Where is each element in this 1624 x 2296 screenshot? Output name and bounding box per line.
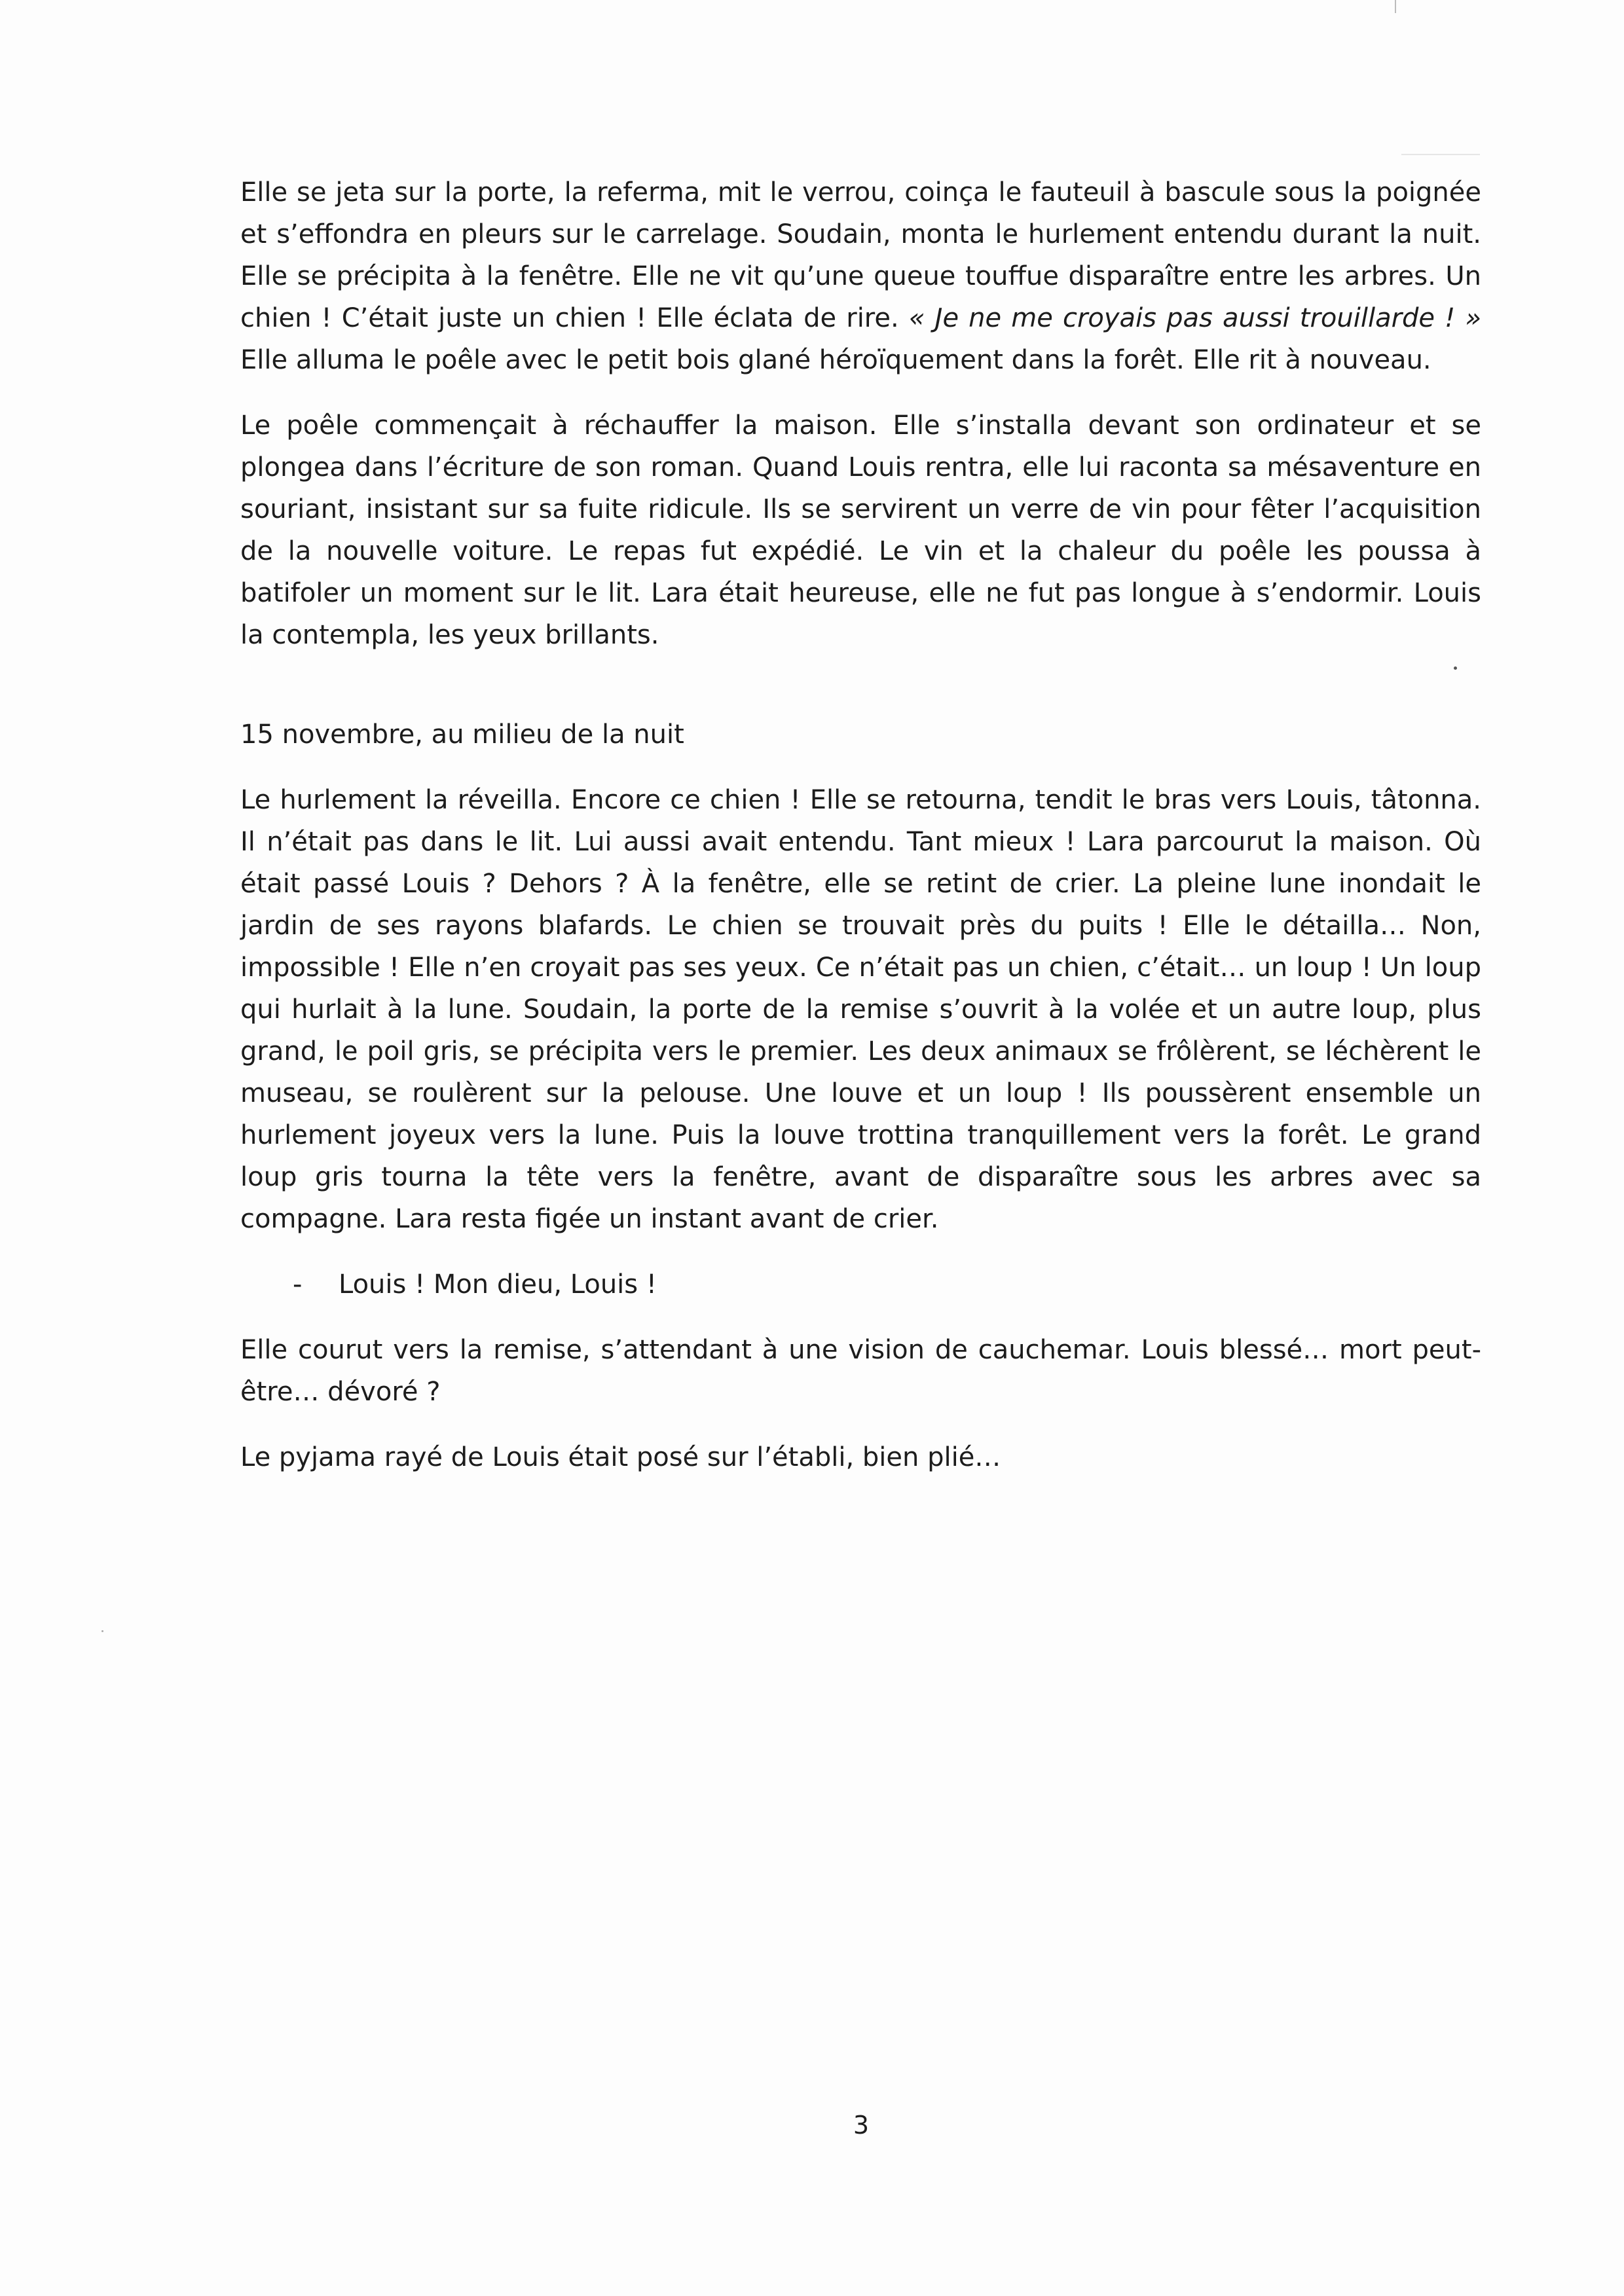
paragraph: Le pyjama rayé de Louis était posé sur l’établi, bien plié…: [240, 1442, 1001, 1472]
dialogue-line: [240, 1264, 1481, 1305]
section-heading: 15 novembre, au milieu de la nuit: [240, 720, 684, 750]
body-text: [240, 172, 1481, 1502]
scan-edge-mark-top: [1395, 0, 1396, 13]
page-number: 3: [853, 2111, 870, 2140]
paragraph: Le poêle commençait à réchauffer la maison. Elle s’installa devant son ordinateur et se plongea dans l’écriture de son roman. Quand Louis rentra, elle lui raconta sa mésaventure en souriant, insistant sur sa fuite ridicule. Ils se servirent un verre de vin pour fêter l’acquisition de la nouvelle voiture. Le repas fut expédié. Le vin et la chaleur du poêle les poussa à batifoler un moment sur le lit. Lara était heureuse, elle ne fut pas longue à s’endormir. Louis la contempla, les yeux brillants.: [240, 410, 1481, 650]
paragraph: Elle courut vers la remise, s’attendant à une vision de cauchemar. Louis blessé… mort peut-être… dévoré ?: [240, 1335, 1481, 1407]
scan-edge-mark-right: [1401, 154, 1480, 155]
dialogue-dash: -: [293, 1269, 303, 1300]
quoted-thought: « Je ne me croyais pas aussi trouillarde ! »: [908, 303, 1482, 333]
paragraph: Le hurlement la réveilla. Encore ce chien ! Elle se retourna, tendit le bras vers Louis, tâtonna. Il n’était pas dans le lit. Lui aussi avait entendu. Tant mieux ! Lara parcourut la maison. Où était passé Louis ? Dehors ? À la fenêtre, elle se retint de crier. La pleine lune inondait le jardin de ses rayons blafards. Le chien se trouvait près du puits ! Elle le détailla… Non, impossible ! Elle n’en croyait pas ses yeux. Ce n’était pas un chien, c’était… un loup ! Un loup qui hurlait à la lune. Soudain, la porte de la remise s’ouvrit à la volée et un autre loup, plus grand, le poil gris, se précipita vers le premier. Les deux animaux se frôlèrent, se léchèrent le museau, se roulèrent sur la pelouse. Une louve et un loup ! Ils poussèrent ensemble un hurlement joyeux vers la lune. Puis la louve trottina tranquillement vers la forêt. Le grand loup gris tourna la tête vers la fenêtre, avant de disparaître sous les arbres avec sa compagne. Lara resta figée un instant avant de crier.: [240, 785, 1481, 1234]
paragraph: Elle se jeta sur la porte, la referma, mit le verrou, coinça le fauteuil à bascule sous la poignée et s’effondra en pleurs sur le carrelage. Soudain, monta le hurlement entendu durant la nuit. Elle se précipita à la fenêtre. Elle ne vit qu’une queue touffue disparaître entre les arbres. Un chien ! C’était juste un chien ! Elle éclata de rire. « Je ne me croyais pas aussi trouillarde ! » Elle alluma le poêle avec le petit bois glané héroïquement dans la forêt. Elle rit à nouveau.: [240, 177, 1482, 375]
dialogue-text: Louis ! Mon dieu, Louis !: [339, 1269, 657, 1300]
scan-speck: [101, 1630, 103, 1632]
